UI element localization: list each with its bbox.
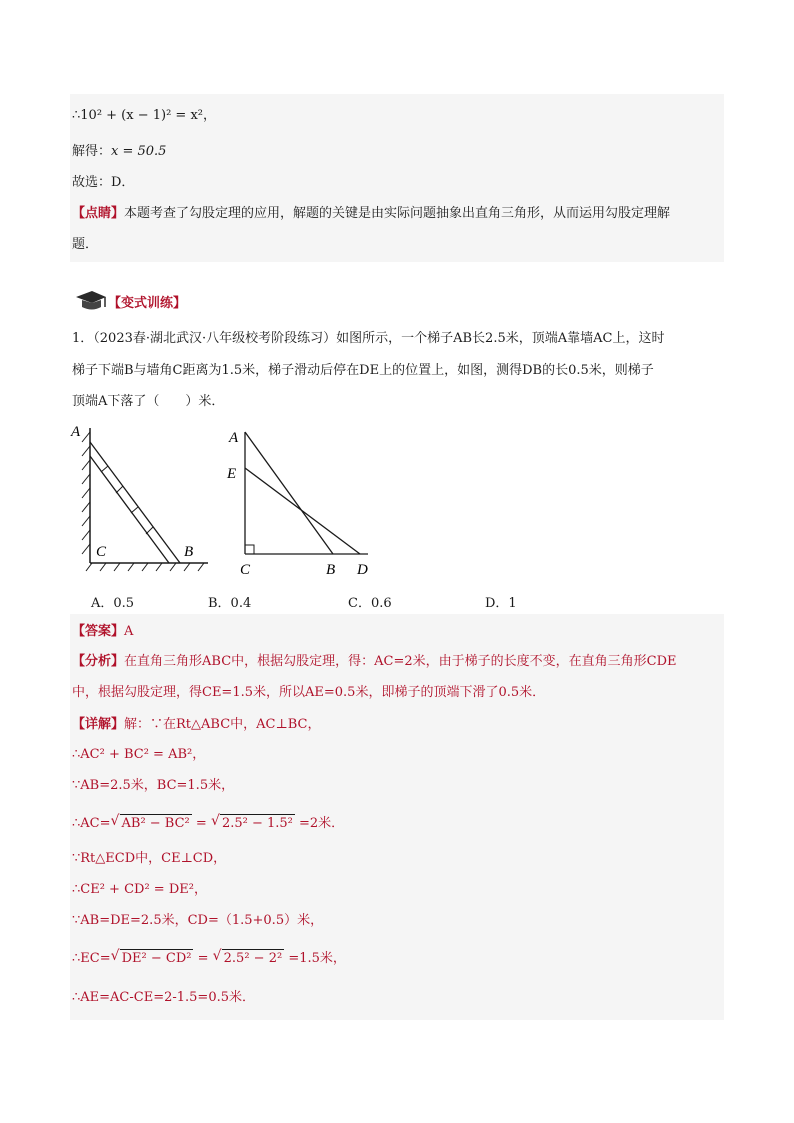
detail-step-6: ∵AB=DE=2.5米，CD=（1.5+0.5）米， — [72, 913, 324, 928]
sqrt-expression: √ 2.5² − 1.5² — [210, 813, 293, 831]
option-c: C．0.6 — [348, 596, 392, 611]
detail-step-4: ∵Rt△ECD中，CE⊥CD， — [72, 851, 227, 866]
figure-ladder-wall — [68, 420, 218, 580]
dianjing-text-cont: 题． — [72, 237, 99, 252]
detail-step-7 — [72, 949, 346, 968]
sqrt-expression: √ 2.5² − 2² — [212, 948, 283, 966]
sqrt-radicand: AB² − BC² — [121, 816, 190, 831]
question-line-3: 顶端A下落了（ ）米． — [72, 394, 225, 409]
equals-sign: = — [191, 816, 211, 831]
detail-step-1: ∴AC² + BC² = AB²， — [72, 747, 206, 762]
answer-tag: 【答案】 — [72, 624, 125, 639]
analysis-line-2: 中，根据勾股定理，得CE=1.5米，所以AE=0.5米，即梯子的顶端下滑了0.5米． — [72, 685, 546, 700]
equals-sign: = — [193, 951, 213, 966]
fig1-label-A: A — [71, 424, 81, 440]
choice-line: 故选：D． — [72, 175, 135, 190]
fig1-label-B: B — [184, 544, 194, 560]
fig2-label-C: C — [240, 562, 251, 578]
fig2-label-A: A — [229, 430, 239, 446]
detail-step-7-pre: ∴EC= — [72, 951, 111, 966]
dianjing-text: 本题考查了勾股定理的应用，解题的关键是由实际问题抽象出直角三角形，从而运用勾股定理解 — [124, 206, 671, 221]
option-b: B．0.4 — [208, 596, 252, 611]
detail-step-7-post: =1.5米， — [284, 951, 346, 966]
solve-label: 解得： — [72, 144, 112, 159]
analysis-tag: 【分析】 — [72, 654, 125, 669]
detail-step-3 — [72, 814, 344, 833]
section-title: 【变式训练】 — [108, 296, 187, 311]
sqrt-radicand: 2.5² − 1.5² — [221, 816, 293, 831]
solve-value: x = 50.5 — [111, 144, 167, 159]
question-line-2: 梯子下端B与墙角C距离为1.5米，梯子滑动后停在DE上的位置上，如图，测得DB的长0.5米，则梯子 — [72, 363, 654, 378]
sqrt-radicand: DE² − CD² — [121, 951, 192, 966]
graduation-cap-icon — [74, 288, 108, 312]
detail-step-2: ∵AB=2.5米，BC=1.5米， — [72, 778, 235, 793]
sqrt-expression: √ AB² − BC² — [110, 813, 190, 831]
detail-step-5: ∴CE² + CD² = DE²， — [72, 882, 207, 897]
fig1-label-C: C — [96, 544, 107, 560]
sqrt-expression: √ DE² − CD² — [110, 948, 192, 966]
detail-intro-line — [72, 716, 320, 734]
analysis-line-1 — [72, 653, 677, 671]
dianjing-tag: 【点睛】 — [72, 206, 125, 221]
answer-line — [72, 623, 133, 641]
dianjing-line — [72, 205, 670, 223]
equation-line: ∴10² + (x − 1)² = x²， — [72, 108, 216, 123]
analysis-text-1: 在直角三角形ABC中，根据勾股定理，得：AC=2米，由于梯子的长度不变，在直角三角形CDE — [124, 654, 677, 669]
option-d: D．1 — [485, 596, 517, 611]
detail-step-3-post: =2米． — [294, 816, 345, 831]
detail-intro: 解：∵在Rt△ABC中，AC⊥BC， — [124, 717, 321, 732]
detail-step-8: ∴AE=AC-CE=2-1.5=0.5米． — [72, 990, 256, 1005]
detail-tag: 【详解】 — [72, 717, 125, 732]
sqrt-radicand: 2.5² − 2² — [223, 951, 283, 966]
fig2-label-E: E — [227, 466, 237, 482]
question-line-1: 1．（2023春·湖北武汉·八年级校考阶段练习）如图所示，一个梯子AB长2.5米，顶端A靠墙AC上，这时 — [72, 331, 665, 346]
detail-step-3-pre: ∴AC= — [72, 816, 111, 831]
solve-line — [72, 143, 166, 161]
figure-ladder-slide — [220, 420, 380, 580]
answer-value: A — [124, 624, 134, 639]
fig2-label-D: D — [357, 562, 368, 578]
option-a: A．0.5 — [91, 596, 135, 611]
fig2-label-B: B — [326, 562, 336, 578]
